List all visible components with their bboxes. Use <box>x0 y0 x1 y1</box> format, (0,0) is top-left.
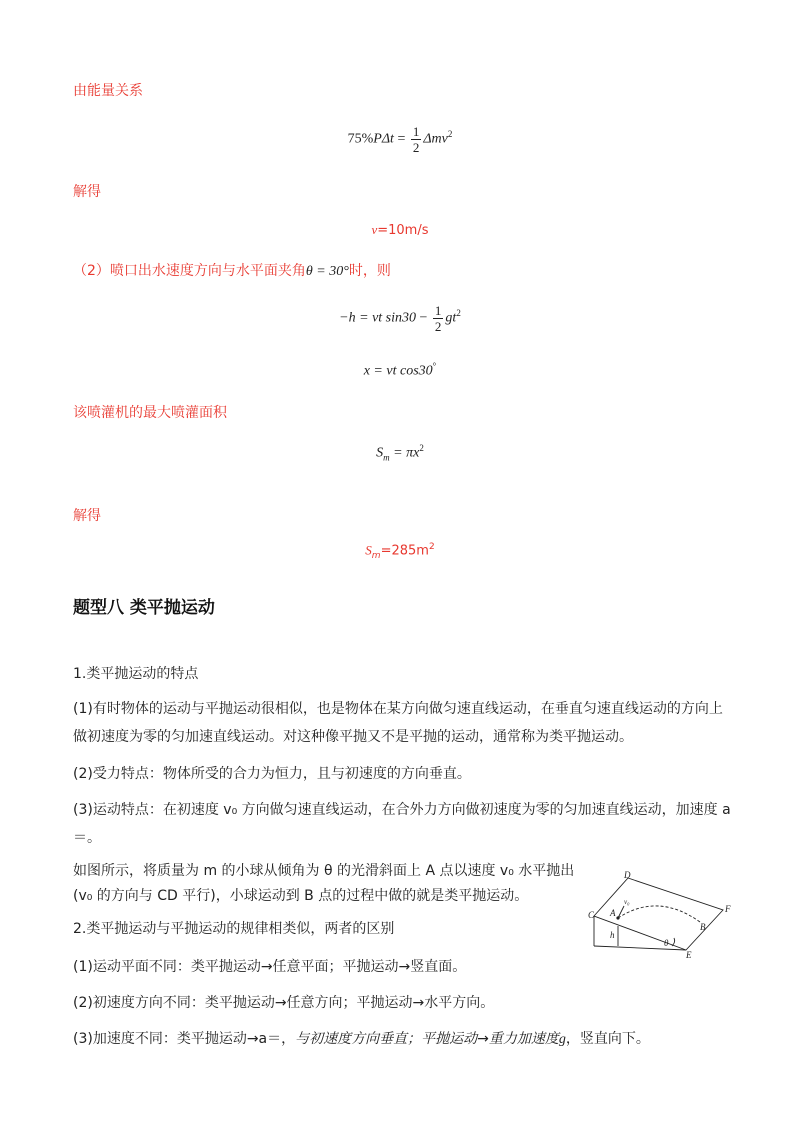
answer-v-value: =10m/s <box>377 223 429 238</box>
eq4-s: S <box>376 445 384 461</box>
solve-label-2: 解得 <box>73 508 101 524</box>
paragraph-6: 2.类平抛运动与平抛运动的规律相类似，两者的区别 <box>73 921 395 937</box>
answer-s-power: 2 <box>428 542 435 552</box>
equation-area <box>0 443 800 462</box>
eq2-minus: − <box>419 310 428 326</box>
answer-velocity <box>0 222 800 238</box>
solve-label-1: 解得 <box>73 184 101 200</box>
area-label: 该喷灌机的最大喷灌面积 <box>73 405 227 421</box>
paragraph-5a: 如图所示，将质量为 m 的小球从倾角为 θ 的光滑斜面上 A 点以速度 v₀ 水平抛出 <box>73 863 575 879</box>
answer-s-value: =285m <box>380 543 429 559</box>
label-b: B <box>700 922 706 932</box>
label-d: D <box>624 870 631 880</box>
trajectory-curve <box>618 906 700 922</box>
paragraph-1: 1.类平抛运动的特点 <box>73 666 199 682</box>
p9-part-g: g <box>558 1032 566 1047</box>
equation-horizontal <box>0 361 800 380</box>
part2-theta: θ = 30° <box>305 264 349 279</box>
label-h: h <box>610 930 615 940</box>
eq1-rhs: Δmv <box>423 131 448 147</box>
eq1-frac-den: 2 <box>412 140 420 155</box>
paragraph-3: (2)受力特点：物体所受的合力为恒力，且与初速度的方向垂直。 <box>73 766 471 782</box>
answer-s-sub: m <box>371 550 381 561</box>
eq2-frac-num: 1 <box>434 303 442 318</box>
paragraph-5b: (v₀ 的方向与 CD 平行)，小球运动到 B 点的过程中做的就是类平抛运动。 <box>73 888 529 904</box>
part2-label-post: 时，则 <box>348 263 391 279</box>
answer-v-var: v <box>371 222 378 237</box>
paragraph-8: (2)初速度方向不同：类平抛运动→任意方向；平抛运动→水平方向。 <box>73 995 495 1011</box>
eq1-power-symbol: P <box>373 131 382 147</box>
answer-area <box>0 542 800 561</box>
paragraph-2: (1)有时物体的运动与平抛运动很相似，也是物体在某方向做匀速直线运动，在垂直匀速直线运动的方向上做初速度为零的匀加速直线运动。对这种像平抛又不是平抛的运动，通常称为类平抛运动。 <box>73 701 723 745</box>
eq2-lhs: −h = vt sin30 <box>339 310 417 326</box>
eq1-delta-t: Δt <box>381 131 394 147</box>
answer-s-var: S <box>365 542 372 558</box>
label-c: C <box>588 910 595 920</box>
eq2-frac-den: 2 <box>434 319 442 334</box>
eq1-equals: = <box>397 131 406 147</box>
eq1-fraction <box>411 124 422 155</box>
label-e: E <box>686 950 692 960</box>
incline-diagram <box>588 870 738 960</box>
eq2-power: 2 <box>456 308 461 319</box>
energy-relation-label: 由能量关系 <box>73 83 143 99</box>
eq3-degree: ° <box>432 361 437 371</box>
v0-arrow <box>618 906 624 918</box>
eq3-text: x = vt cos30 <box>363 363 433 379</box>
eq1-power: 2 <box>447 129 453 140</box>
label-v0: v₀ <box>624 898 630 906</box>
part2-label <box>73 260 391 280</box>
paragraph-7: (1)运动平面不同：类平抛运动→任意平面；平抛运动→竖直面。 <box>73 959 467 975</box>
section-heading: 题型八 类平抛运动 <box>73 598 215 618</box>
eq4-rhs: = πx <box>393 445 420 461</box>
part2-label-pre: （2）喷口出水速度方向与水平面夹角 <box>73 263 306 279</box>
eq1-frac-num: 1 <box>412 124 420 139</box>
paragraph-9 <box>73 1025 733 1054</box>
eq2-fraction <box>433 303 444 334</box>
incline-base <box>594 946 686 950</box>
equation-vertical <box>0 303 800 334</box>
eq4-sub: m <box>383 452 390 463</box>
eq2-rhs: gt <box>445 310 457 326</box>
ball-point <box>616 916 619 919</box>
equation-energy <box>0 124 800 155</box>
label-theta: θ <box>664 938 669 948</box>
p9-part-b: 与初速度方向垂直；平抛运动→重力加速度 <box>295 1031 559 1047</box>
paragraph-4: (3)运动特点：在初速度 v₀ 方向做匀速直线运动，在合外力方向做初速度为零的匀加速直线运动，加速度 a ＝。 <box>73 802 731 846</box>
label-f: F <box>725 904 731 914</box>
label-a: A <box>610 908 616 918</box>
eq1-percent: 75% <box>347 131 374 147</box>
eq4-power: 2 <box>419 443 424 453</box>
p9-part-a: (3)加速度不同：类平抛运动→a＝， <box>73 1031 296 1047</box>
p9-part-d: ，竖直向下。 <box>565 1031 650 1047</box>
